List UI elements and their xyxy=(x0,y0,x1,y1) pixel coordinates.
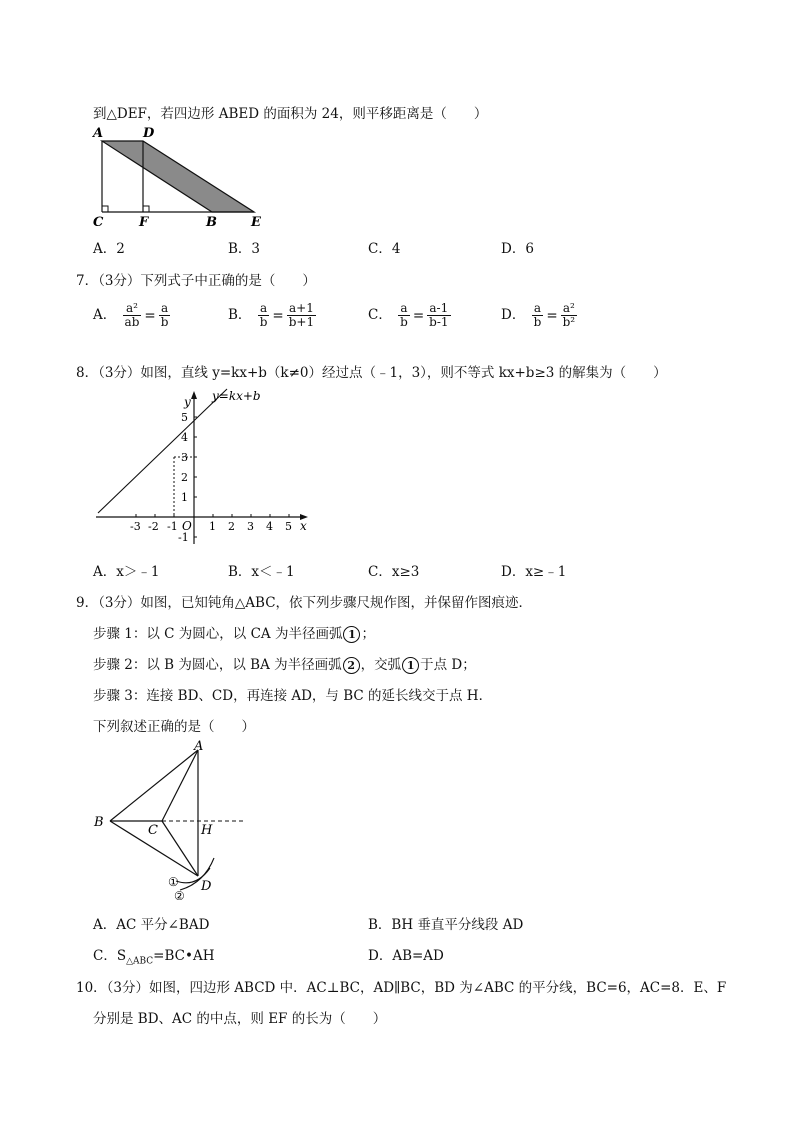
q9-label-C: C xyxy=(148,823,158,838)
q9-step-2: 步骤 2：以 B 为圆心，以 BA 为半径画弧 2 ，交弧 1 于点 D； xyxy=(93,657,476,673)
q7a-left-fraction: $\frac{\text{a²}}{ab}$ xyxy=(124,301,140,330)
q6-option-c[interactable]: C．4 xyxy=(368,241,401,257)
q8-x-tick: -3 xyxy=(130,520,141,533)
q7c-left-fraction: $\frac{a}{b}$ xyxy=(400,301,408,330)
q9-option-b[interactable]: B．BH 垂直平分线段 AD xyxy=(368,917,524,933)
q7-option-c[interactable]: C． $\frac{a}{b}$ = $\frac{a-1}{b-1}$ xyxy=(368,301,449,330)
q8-option-c[interactable]: C．x≥3 xyxy=(368,564,420,580)
q7d-right-fraction: $\frac{\text{a²}}{\text{b²}}$ xyxy=(562,301,576,330)
q8-x-tick: 1 xyxy=(209,520,216,533)
q6-label-C: C xyxy=(93,215,104,230)
q6-label-B: B xyxy=(206,215,217,230)
q7d-left-fraction: $\frac{a}{b}$ xyxy=(533,301,542,330)
q10-stem-line-2: 分别是 BD、AC 的中点，则 EF 的长为（ ） xyxy=(93,1011,387,1027)
q8-y-tick: 4 xyxy=(181,431,188,444)
q6-label-F: F xyxy=(139,215,149,230)
q7b-left-fraction: $\frac{a}{b}$ xyxy=(259,301,268,330)
q7c-right-fraction: $\frac{a-1}{b-1}$ xyxy=(429,301,449,330)
q6-option-d[interactable]: D．6 xyxy=(501,241,534,257)
q6-label-D: D xyxy=(143,126,155,141)
q8-option-d[interactable]: D．x≥﹣1 xyxy=(501,564,567,580)
q9-option-c[interactable]: C．$S_{\triangle ABC}=BC•AH$ xyxy=(93,948,215,967)
q8-y-tick: 3 xyxy=(181,451,188,464)
q8-x-tick: -1 xyxy=(167,520,178,533)
q8-origin-label: O xyxy=(182,519,192,533)
q6-figure xyxy=(88,124,268,230)
q8-graph xyxy=(90,386,320,548)
q8-x-tick: 2 xyxy=(228,520,235,533)
q8-y-tick: 5 xyxy=(181,411,188,424)
q8-y-tick: 1 xyxy=(181,491,188,504)
q9-option-d[interactable]: D．AB=AD xyxy=(368,948,444,964)
q9-arc-mark-2: ② xyxy=(174,889,185,900)
q8-x-tick: 5 xyxy=(285,520,292,533)
q8-x-tick: 4 xyxy=(266,520,273,533)
q9-option-a[interactable]: A．AC 平分∠BAD xyxy=(93,917,210,933)
q8-option-b[interactable]: B．x＜﹣1 xyxy=(228,564,295,580)
q8-x-axis-label: x xyxy=(300,519,307,533)
q6-label-E: E xyxy=(251,215,261,230)
q9-label-B: B xyxy=(94,815,104,830)
q9-question: 下列叙述正确的是（ ） xyxy=(93,719,255,735)
q7-option-d[interactable]: D． $\frac{a}{b}$ = $\frac{\text{a²}}{\text{b²}}$ xyxy=(501,301,576,330)
q7-stem: 7．（3分）下列式子中正确的是（ ） xyxy=(76,273,316,289)
q8-y-tick: -1 xyxy=(178,531,189,544)
q6-stem: 到△DEF，若四边形 ABED 的面积为 24，则平移距离是（ ） xyxy=(93,106,488,122)
q8-option-a[interactable]: A．x＞﹣1 xyxy=(93,564,160,580)
q9-label-D: D xyxy=(201,879,212,894)
q7-option-b[interactable]: B． $\frac{a}{b}$ = $\frac{a+1}{b+1}$ xyxy=(228,301,315,330)
q8-x-tick: -2 xyxy=(148,520,159,533)
q8-line-label: y=kx+b xyxy=(212,389,261,403)
q10-stem-line-1: 10．（3分）如图，四边形 ABCD 中．AC⊥BC，AD∥BC，BD 为∠ABC 的平分线，BC=6，AC=8．E、F xyxy=(76,980,727,996)
q8-x-tick: 3 xyxy=(247,520,254,533)
q7-option-a[interactable]: A． $\frac{\text{a²}}{ab}$ = $\frac{a}{b}$ xyxy=(93,301,169,330)
q9-label-A: A xyxy=(194,739,204,754)
q9-stem: 9．（3分）如图，已知钝角△ABC，依下列步骤尺规作图，并保留作图痕迹． xyxy=(76,595,533,611)
q8-y-axis-label: y xyxy=(184,395,191,409)
q9-arc-mark-1: ① xyxy=(168,875,179,889)
q8-stem: 8．（3分）如图，直线 y=kx+b（k≠0）经过点（﹣1，3），则不等式 kx+b≥3 的解集为（ ） xyxy=(76,365,667,381)
q6-label-A: A xyxy=(93,126,104,141)
q9-step-3: 步骤 3：连接 BD、CD，再连接 AD，与 BC 的延长线交于点 H． xyxy=(93,688,493,704)
q9-figure xyxy=(88,738,258,900)
q9-label-H: H xyxy=(201,823,213,838)
q6-option-b[interactable]: B．3 xyxy=(228,241,261,257)
q8-y-tick: 2 xyxy=(181,471,188,484)
q7a-right-fraction: $\frac{a}{b}$ xyxy=(160,301,169,330)
q9-step-1: 步骤 1：以 C 为圆心，以 CA 为半径画弧 1 ； xyxy=(93,626,375,642)
q6-option-a[interactable]: A．2 xyxy=(93,241,125,257)
q7b-right-fraction: $\frac{a+1}{b+1}$ xyxy=(288,301,315,330)
